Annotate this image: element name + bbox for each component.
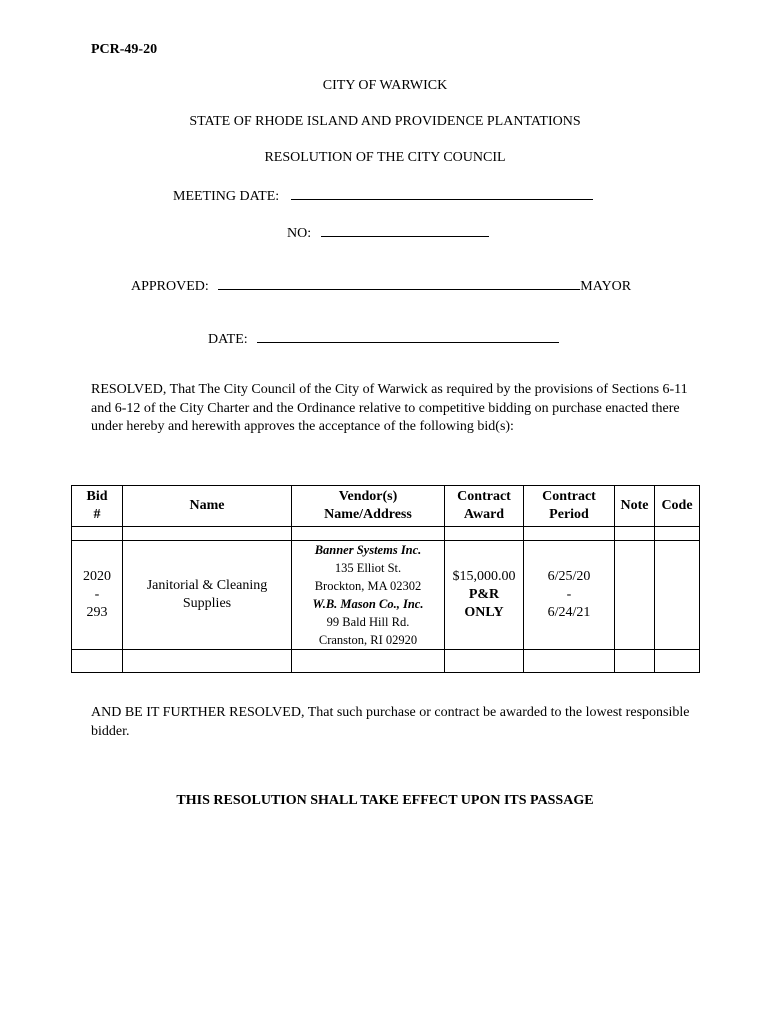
bid-table [71, 485, 700, 673]
cell-bid-number: 2020 - 293 [72, 541, 123, 650]
header-code: Code [655, 486, 700, 527]
table-spacer-row [72, 527, 700, 541]
table-header-row [72, 486, 700, 527]
vendor-1-name: Banner Systems Inc. [314, 543, 422, 557]
cell-contract-period: 6/25/20 - 6/24/21 [524, 541, 615, 650]
date-blank [257, 328, 559, 343]
mayor-label: MAYOR [580, 279, 632, 294]
cell-name: Janitorial & Cleaning Supplies [123, 541, 292, 650]
table-row [72, 541, 700, 650]
meeting-date-blank [291, 185, 593, 200]
further-resolved-paragraph: AND BE IT FURTHER RESOLVED, That such purchase or contract be awarded to the lowest responsible bidder. [91, 705, 690, 739]
approved-blank [218, 275, 580, 290]
resolved-paragraph: RESOLVED, That The City Council of the City of Warwick as required by the provisions of Sections 6-11 and 6-12 of the City Charter and the Ordinance relative to competitive bidding on purchase enacted there under hereby and herewith approves the acceptance of the following bid(s): [91, 382, 688, 434]
vendor-2-name: W.B. Mason Co., Inc. [312, 597, 424, 611]
header-award: Contract Award [445, 486, 524, 527]
approved-row [131, 275, 631, 295]
effect-statement: THIS RESOLUTION SHALL TAKE EFFECT UPON ITS PASSAGE [176, 793, 594, 808]
vendor-1-address-line1: 135 Elliot St. [334, 561, 402, 575]
header-bid: Bid # [72, 486, 123, 527]
cell-contract-award: $15,000.00 P&R ONLY [445, 541, 524, 650]
table-empty-row [72, 650, 700, 673]
city-heading: CITY OF WARWICK [322, 78, 448, 93]
number-label: NO: [287, 226, 312, 241]
cell-code [655, 541, 700, 650]
header-name: Name [123, 486, 292, 527]
cell-vendors [292, 541, 445, 650]
number-blank [321, 222, 489, 237]
meeting-date-label: MEETING DATE: [173, 189, 280, 204]
meeting-date-row [173, 185, 593, 205]
header-vendor: Vendor(s) Name/Address [292, 486, 445, 527]
resolution-title: RESOLUTION OF THE CITY COUNCIL [264, 150, 506, 165]
document-number: PCR-49-20 [91, 42, 158, 57]
date-label: DATE: [208, 332, 248, 347]
vendor-2-address-line1: 99 Bald Hill Rd. [326, 615, 410, 629]
state-heading: STATE OF RHODE ISLAND AND PROVIDENCE PLANTATIONS [189, 114, 581, 129]
date-row [208, 328, 559, 348]
header-note: Note [615, 486, 655, 527]
approved-label: APPROVED: [131, 279, 209, 294]
cell-note [615, 541, 655, 650]
vendor-1-address-line2: Brockton, MA 02302 [314, 579, 422, 593]
header-period: Contract Period [524, 486, 615, 527]
vendor-2-address-line2: Cranston, RI 02920 [318, 633, 418, 647]
number-row [287, 222, 489, 242]
